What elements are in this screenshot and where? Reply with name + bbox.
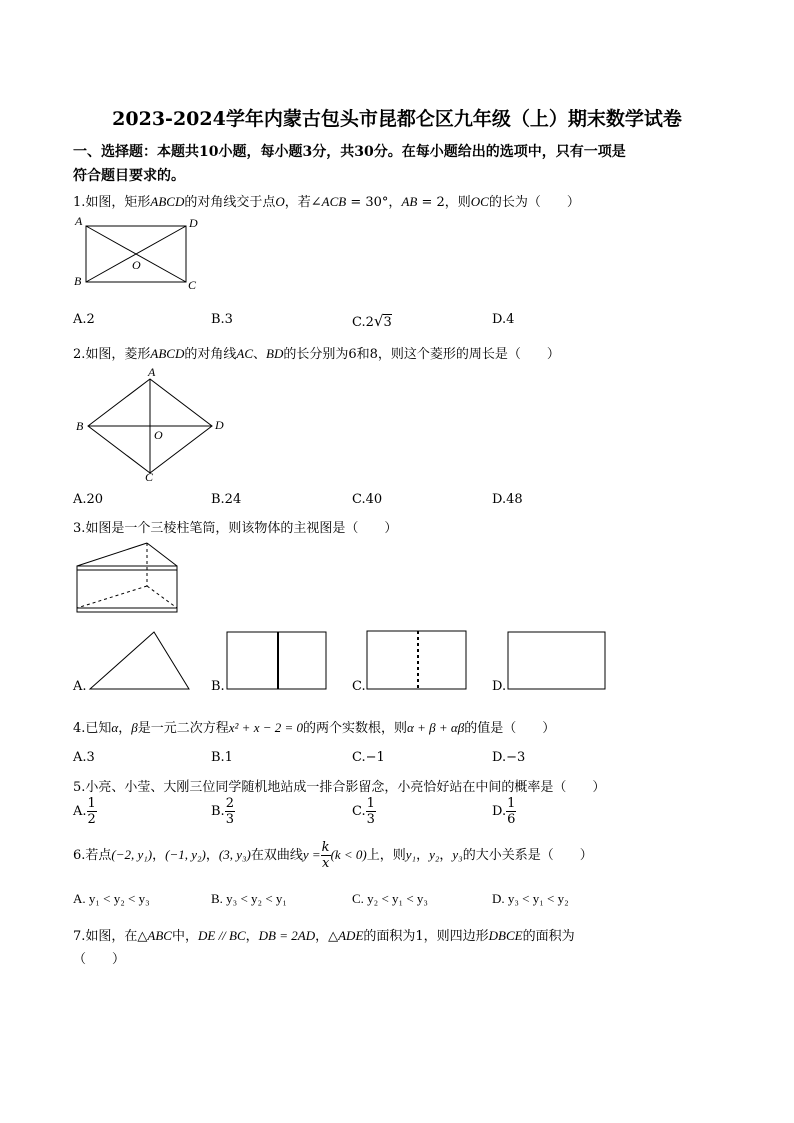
section-header-line2: 符合题目要求的。: [73, 168, 185, 184]
q5-option-c: C. $\frac{1}{3}$: [352, 796, 375, 827]
q2-label-d: D: [215, 418, 224, 432]
q5-option-a: A. $\frac{1}{2}$: [73, 796, 96, 827]
q1-label-b: B: [74, 274, 82, 288]
q2-option-d: D.48: [492, 492, 523, 507]
q1-option-a: A.2: [73, 312, 95, 327]
q1-label-o: O: [132, 258, 141, 272]
prism-figure: [74, 540, 184, 616]
q6-option-b: B. y₃ < y₂ < y₁: [211, 891, 287, 906]
q5-option-d: D. $\frac{1}{6}$: [492, 796, 516, 827]
q2-label-b: B: [76, 419, 84, 433]
q2-option-c: C.40: [352, 492, 383, 507]
q2-label-a: A: [148, 365, 156, 379]
q3-option-d-rect: [507, 631, 607, 691]
q2-label-o: O: [154, 428, 163, 442]
question-7-line2: （ ）: [73, 952, 126, 967]
q3-option-a-triangle: [88, 630, 193, 692]
rhombus-figure: [70, 365, 230, 485]
q5-option-b: B. $\frac{2}{3}$: [211, 796, 234, 827]
q6-option-d: D. y₃ < y₁ < y₂: [492, 891, 569, 906]
question-4-stem: 4.已知α，β是一元二次方程x² + x − 2 = 0的两个实数根，则α + β + αβ的值是（ ）: [73, 720, 556, 736]
q4-option-c: C.−1: [352, 750, 385, 765]
q1-label-a: A: [75, 214, 83, 228]
q3-option-a: A.: [73, 679, 87, 694]
q3-option-c-rect-dashed: [366, 630, 468, 691]
q2-option-b: B.24: [211, 492, 242, 507]
q6-option-c: C. y₂ < y₁ < y₃: [352, 891, 428, 906]
question-3-stem: 3.如图是一个三棱柱笔筒，则该物体的主视图是（ ）: [73, 521, 398, 536]
q4-option-b: B.1: [211, 750, 233, 765]
question-6-stem: 6.若点(−2, y₁)，(−1, y₂)，(3, y₃)在双曲线y = $\frac{k}{x}$ (k < 0)上，则y₁，y₂，y₃的大小关系是（ ）: [73, 840, 593, 871]
q1-option-c: C.2√3: [352, 312, 392, 330]
page-title: 2023-2024学年内蒙古包头市昆都仑区九年级（上）期末数学试卷: [112, 108, 682, 130]
q3-option-d: D.: [492, 679, 507, 694]
question-7-stem: 7.如图，在△ABC中，DE // BC，DB = 2AD，△ADE的面积为1，则四边形DBCE的面积为: [73, 928, 575, 944]
q6-option-a: A. y₁ < y₂ < y₃: [73, 891, 150, 906]
q1-label-c: C: [188, 278, 197, 292]
q2-option-a: A.20: [73, 492, 104, 507]
question-5-stem: 5.小亮、小莹、大刚三位同学随机地站成一排合影留念，小亮恰好站在中间的概率是（ ）: [73, 780, 606, 795]
q3-option-b-rect-solid: [226, 631, 328, 691]
q1-label-d: D: [189, 216, 198, 230]
question-2-stem: 2.如图，菱形ABCD的对角线AC、BD的长分别为6和8，则这个菱形的周长是（ ）: [73, 346, 560, 362]
q4-option-a: A.3: [73, 750, 95, 765]
section-header-line1: 一、选择题：本题共10小题，每小题3分，共30分。在每小题给出的选项中，只有一项是: [73, 144, 626, 160]
q3-option-c: C.: [352, 679, 366, 694]
q2-label-c: C: [145, 470, 154, 484]
q1-option-d: D.4: [492, 312, 515, 327]
question-1-stem: 1.如图，矩形ABCD的对角线交于点O，若∠ACB = 30°，AB = 2，则OC的长为（ ）: [73, 194, 580, 210]
q1-option-b: B.3: [211, 312, 233, 327]
q4-option-d: D.−3: [492, 750, 526, 765]
q3-option-b: B.: [211, 679, 225, 694]
